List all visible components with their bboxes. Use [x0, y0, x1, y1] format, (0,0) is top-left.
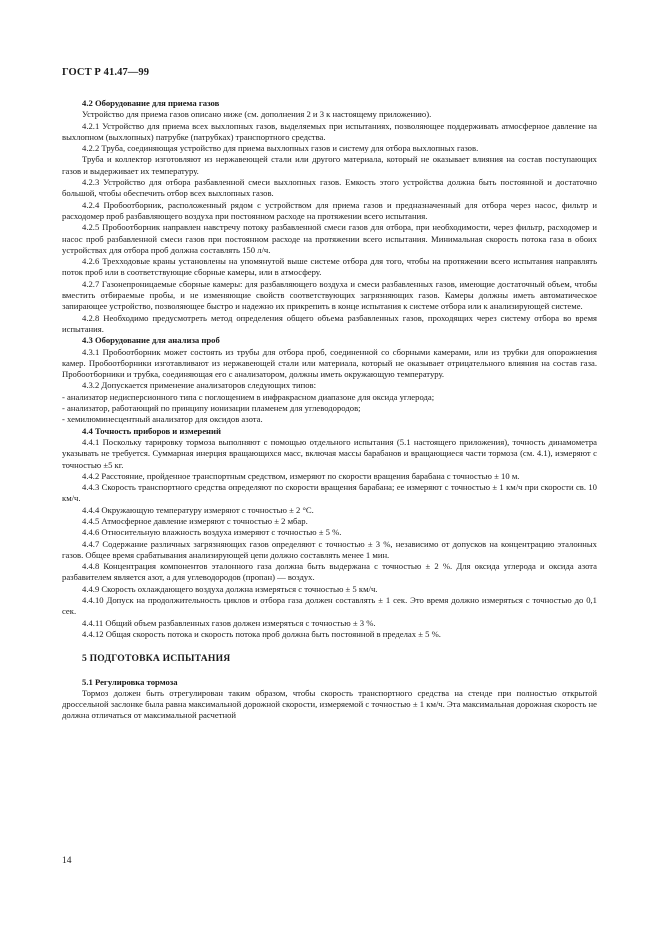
- paragraph: 4.4.9 Скорость охлаждающего воздуха должна измеряться с точностью ± 5 км/ч.: [82, 583, 378, 594]
- document-header: ГОСТ Р 41.47—99: [62, 67, 150, 78]
- paragraph: 4.2.1 Устройство для приема всех выхлопных газов, выделяемых при испытаниях, позволяющее поддерживать атмосферное давление на выхлопном (выхлопных) патрубке (патрубках) транспортного средства.: [62, 120, 597, 142]
- document-body: [62, 98, 597, 722]
- paragraph: 4.2.4 Пробоотборник, расположенный рядом с устройством для приема газов и предназначенный для отбора через насос, фильтр и расходомер проб разбавляющего воздуха при постоянном расходе на протяжении всего испытания.: [62, 199, 597, 221]
- list-item: - анализатор, работающий по принципу ионизации пламенем для углеводородов;: [62, 403, 361, 414]
- paragraph: 4.4.3 Скорость транспортного средства определяют по скорости вращения барабана; ее измеряют с точностью ± 1 км/ч при скорости св. 10 км/ч.: [62, 482, 597, 504]
- paragraph: 4.3.1 Пробоотборник может состоять из трубы для отбора проб, соединенной со сборными камерами, или из трубки для опорожнения камер. Пробоотборники изготавливают из нержавеющей стали или материала, который не оказывает отрицательного влияния на состав газа. Пробоотборники и трубка, соединяющая его с анализатором, должны иметь окружающую температуру.: [62, 346, 597, 380]
- section-heading-5-1: 5.1 Регулировка тормоза: [82, 676, 178, 687]
- paragraph: 4.2.5 Пробоотборник направлен навстречу потоку разбавленной смеси газов для отбора, при необходимости, через фильтр, расходомер и насос проб разбавленной смеси газов при постоянном расходе на протяжении всего испытания. Минимальная скорость потока газа в обоих устройствах для отбора проб должна составлять 150 л/ч.: [62, 222, 597, 255]
- paragraph: 4.2.2 Труба, соединяющая устройство для приема выхлопных газов и систему для отбора выхлопных газов.: [82, 143, 479, 154]
- paragraph: Тормоз должен быть отрегулирован таким образом, чтобы скорость транспортного средства на стенде при полностью открытой дроссельной заслонке была равна максимальной дорожной скорости, измеряемой с точностью ± 1 км/ч. Эта максимальная дорожная скорость не должна отличаться от максимальной расчетной: [62, 687, 597, 721]
- list-item: - хемилюминесцентный анализатор для оксидов азота.: [62, 414, 263, 425]
- paragraph: 4.4.5 Атмосферное давление измеряют с точностью ± 2 мбар.: [82, 515, 308, 526]
- paragraph: 4.4.12 Общая скорость потока и скорость потока проб должна быть постоянной в пределах ± 5 %.: [82, 628, 441, 639]
- paragraph: 4.2.8 Необходимо предусмотреть метод определения общего объема разбавленных газов, проходящих через систему отбора во время испытания.: [62, 312, 597, 334]
- paragraph: 4.4.10 Допуск на продолжительность циклов и отбора газа должен составлять ± 1 сек. Это время должно измеряться с точностью до 0,1 сек.: [62, 595, 597, 617]
- list-item: - анализатор недисперсионного типа с поглощением в инфракрасном диапазоне для оксида углерода;: [62, 391, 435, 402]
- paragraph: 4.2.3 Устройство для отбора разбавленной смеси выхлопных газов. Емкость этого устройства должна быть постоянной и достаточно большой, чтобы обеспечить отбор всех выхлопных газов.: [62, 177, 597, 199]
- chapter-heading-5: 5 ПОДГОТОВКА ИСПЫТАНИЯ: [82, 653, 231, 665]
- paragraph: 4.4.6 Относительную влажность воздуха измеряют с точностью ± 5 %.: [82, 527, 342, 538]
- paragraph: 4.4.7 Содержание различных загрязняющих газов определяют с точностью ± 3 %, независимо от допусков на концентрацию эталонных газов. Общее время срабатывания анализирующей цепи должно составлять менее 1 мин.: [62, 538, 597, 560]
- section-heading-4-2: 4.2 Оборудование для приема газов: [82, 98, 220, 108]
- paragraph: 4.3.2 Допускается применение анализаторов следующих типов:: [82, 380, 316, 391]
- paragraph: 4.4.11 Общий объем разбавленных газов должен измеряться с точностью ± 3 %.: [82, 617, 376, 628]
- paragraph: 4.4.1 Поскольку тарировку тормоза выполняют с помощью отдельного испытания (5.1 настоящего приложения), точность динамометра указывать не требуется. Суммарная инерция вращающихся масс, включая массы барабанов и вращающиеся части тормоза (см. 4.1), измеряют с точностью ±5 кг.: [62, 436, 597, 470]
- paragraph: Устройство для приема газов описано ниже (см. дополнения 2 и 3 к настоящему приложению).: [82, 109, 432, 120]
- paragraph: 4.4.4 Окружающую температуру измеряют с точностью ± 2 °С.: [82, 504, 314, 515]
- paragraph: 4.2.7 Газонепроницаемые сборные камеры: для разбавляющего воздуха и смеси разбавленных газов, имеющие достаточный объем, чтобы вместить отбираемые пробы, и не изменяющие свойств соответствующих загрязняющих газов. Камеры должны иметь автоматическое запирающее устройство, позволяющее быстро и надежно их прикрепить в конце испытания к системе отбора или к анализирующей системе.: [62, 278, 597, 312]
- paragraph: 4.4.2 Расстояние, пройденное транспортным средством, измеряют по скорости вращения барабана с точностью ± 10 м.: [82, 470, 520, 481]
- section-heading-4-4: 4.4 Точность приборов и измерений: [82, 425, 221, 436]
- paragraph: Труба и коллектор изготовляют из нержавеющей стали или другого материала, который не оказывает влияния на состав поступающих газов и выдерживает их температуру.: [62, 154, 597, 176]
- paragraph: 4.4.8 Концентрация компонентов эталонного газа должна быть выдержана с точностью ± 2 %. Для оксида углерода и оксида азота разбавителем является азот, а для углеводородов (пропан) — воздух.: [62, 561, 597, 583]
- paragraph: 4.2.6 Трехходовые краны установлены на упомянутой выше системе отбора для того, чтобы на протяжении всего испытания направлять поток проб или в соответствующие сборные камеры, или в атмосферу.: [62, 256, 597, 278]
- page-number: 14: [62, 856, 72, 866]
- section-heading-4-3: 4.3 Оборудование для анализа проб: [82, 335, 220, 346]
